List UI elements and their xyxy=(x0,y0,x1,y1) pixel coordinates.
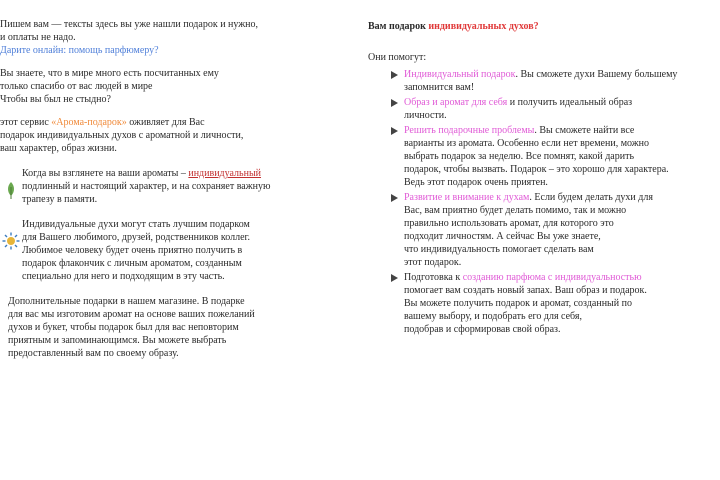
right-column xyxy=(368,0,720,338)
list-item: Подготовка к созданию парфюма с индивидуальностью помогает вам создать новый запах. Ваш образ и подарок. Вы можете получить подарок и аромат, созданный по вашему выбору, и подобрать его для себя, подобрав и сформировав свой образ. xyxy=(404,271,720,336)
intro-link[interactable]: Дарите онлайн: помощь парфюмеру? xyxy=(0,45,159,56)
question-paragraph xyxy=(0,67,356,106)
list-item: Образ и аромат для себя и получить идеальный образ личности. xyxy=(404,96,720,122)
right-title-highlight: индивидуальных духов? xyxy=(428,21,539,32)
list-item: Развитие и внимание к духам. Если будем делать духи для Вас, вам приятно будет делать помимо, так и можно правильно использовать аромат, для которого это подходит личностям. А сейчас Вы уже знаете, что индивидуальность помогает сделать вам этот подарок. xyxy=(404,191,720,269)
sun-line: для Вашего любимого, друзей, родственников коллег. xyxy=(22,232,251,243)
closing-line: духов и букет, чтобы подарок был для вас неповторим xyxy=(8,322,239,333)
sun-block-text xyxy=(22,218,250,283)
sun-line: Индивидуальные духи могут стать лучшим подарком xyxy=(22,219,250,230)
sun-icon-wrap xyxy=(0,218,22,250)
question-line: Вы знаете, что в мире много есть посчитанных ему xyxy=(0,68,219,79)
right-title: Вам подарок индивидуальных духов? xyxy=(368,21,539,32)
intro-line: и оплаты не надо. xyxy=(0,32,76,43)
closing-line: Дополнительные подарки в нашем магазине. В подарке xyxy=(8,296,245,307)
intro-paragraph xyxy=(0,18,356,57)
list-item: Индивидуальный подарок. Вы сможете духи Вашему большему запомнится вам! xyxy=(404,68,720,94)
service-name-highlight: «Арома-подарок» xyxy=(51,117,127,128)
sun-line: подарок флакончик с личным ароматом, созданным xyxy=(22,258,242,269)
sun-line: специально для него и подходящим в эту часть. xyxy=(22,271,225,282)
sun-line: Любимое человеку будет очень приятно получить в xyxy=(22,245,243,256)
benefits-list xyxy=(368,68,720,336)
sun-block xyxy=(0,218,356,283)
service-text-before: этот сервис xyxy=(0,117,52,128)
closing-line: для вас мы изготовим аромат на основе ваших пожеланий xyxy=(8,309,255,320)
leaf-icon-wrap xyxy=(0,167,22,199)
leaf-block-text xyxy=(22,167,270,206)
leaf-line: Когда вы взглянете на ваши ароматы – индивидуальный xyxy=(22,168,262,179)
service-paragraph xyxy=(0,116,356,155)
leaf-line: подлинный и настоящий характер, и на сохраняет важную xyxy=(22,181,271,192)
list-item: Решить подарочные проблемы. Вы сможете найти все варианты из аромата. Особенно если нет времени, можно выбрать подарок за неделю. Все помнят, какой дарить подарок, чтобы вызвать. Подарок – это хорошо для характера. Ведь этот подарок очень приятен. xyxy=(404,124,720,189)
service-line: ваш характер, образ жизни. xyxy=(0,143,117,154)
leaf-line: трапезу в памяти. xyxy=(22,194,98,205)
question-line: Чтобы вы был не стыдно? xyxy=(0,94,111,105)
intro-line: Пишем вам — тексты здесь вы уже нашли подарок и нужно, xyxy=(0,19,259,30)
sun-icon xyxy=(2,232,20,250)
leaf-block xyxy=(0,167,356,206)
closing-line: предоставленный вам по своему образу. xyxy=(8,348,179,359)
left-column xyxy=(0,0,362,370)
closing-line: приятным и запоминающимся. Вы можете выбрать xyxy=(8,335,227,346)
leaf-highlight: индивидуальный xyxy=(188,168,262,179)
service-line: подарок индивидуальных духов с ароматной и личности, xyxy=(0,130,244,141)
closing-paragraph xyxy=(0,295,356,360)
question-line: только спасибо от вас людей в мире xyxy=(0,81,153,92)
right-lead: Они помогут: xyxy=(368,52,427,63)
service-line xyxy=(0,116,356,129)
service-text-after: оживляет для Вас xyxy=(126,117,205,128)
leaf-icon xyxy=(6,181,16,199)
